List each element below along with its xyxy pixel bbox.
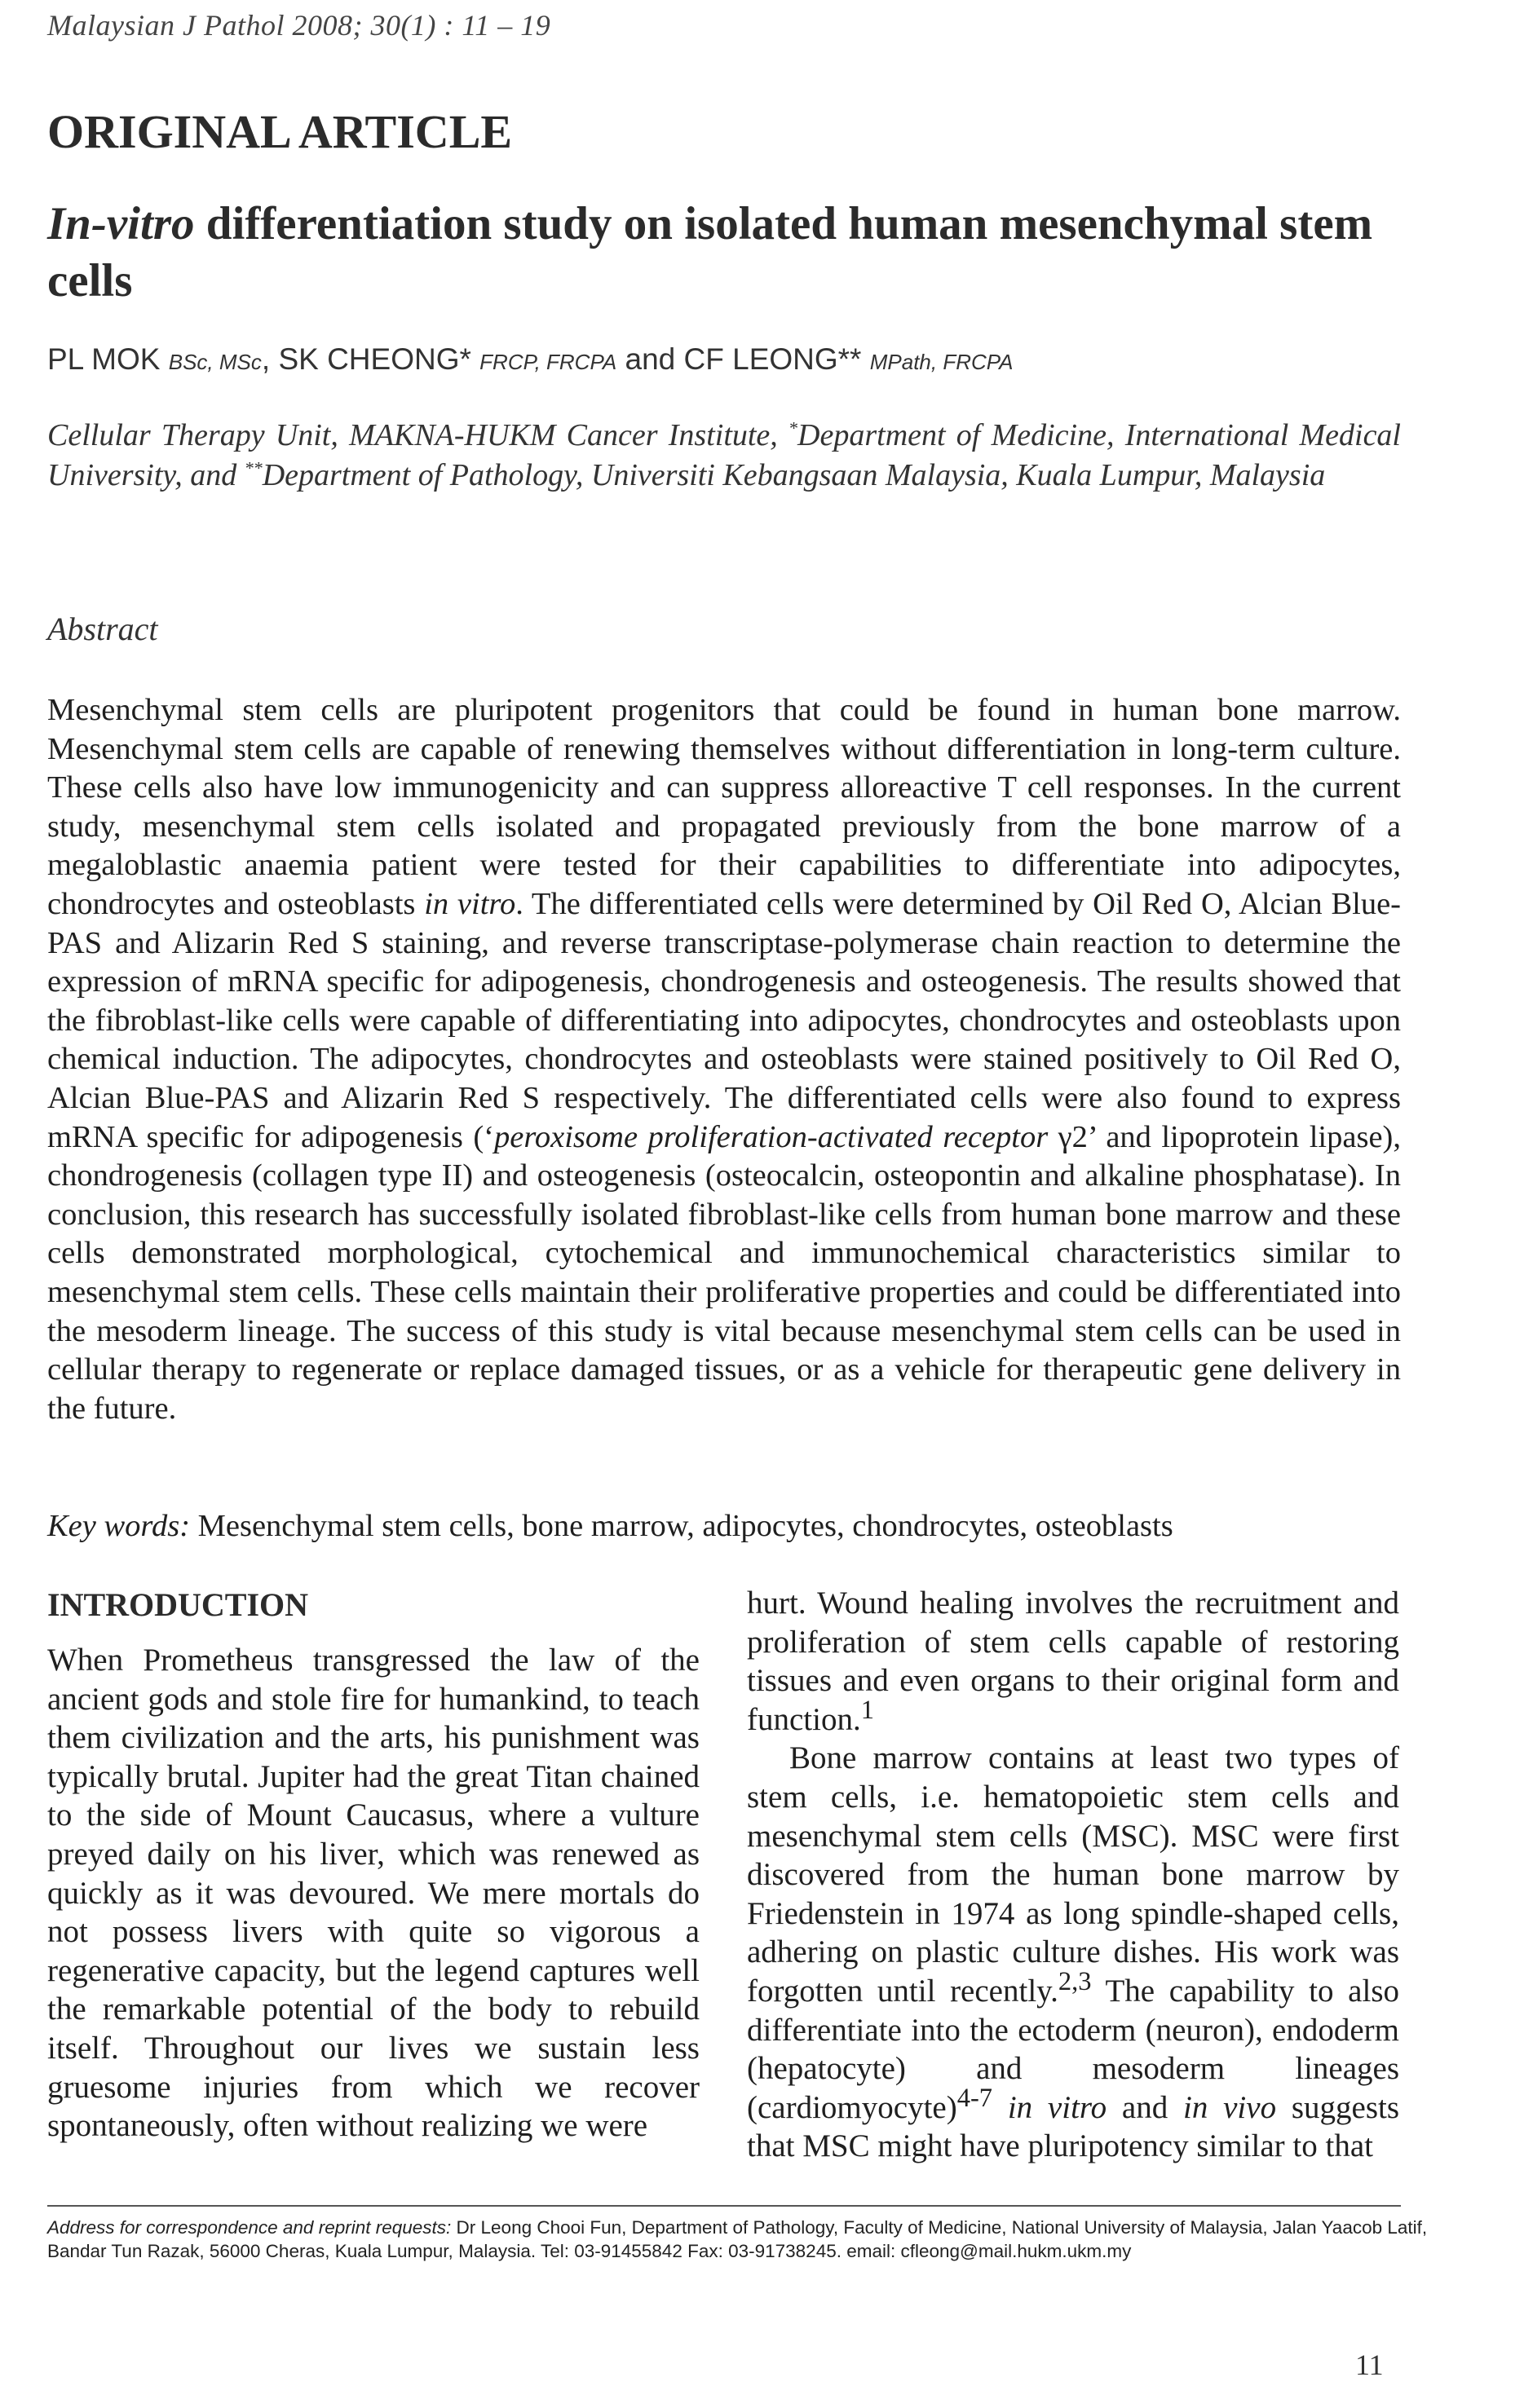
author-name: SK CHEONG* bbox=[278, 342, 471, 376]
paragraph-text: Bone marrow contains at least two types of stem cells, i.e. hematopoietic stem cells and mesenchymal stem cells (MSC). MSC were first discovered from the human bone marrow by Friedenstein in 1974 as long spindle-shaped cells, adhering on plastic culture dishes. His work was forgotten until recently. bbox=[747, 1740, 1399, 2009]
abstract-text: Mesenchymal stem cells are pluripotent progenitors that could be found in human bone marrow. Mesenchymal stem cells are capable of renewing themselves without differentiation in long-term culture. These cells also have low immunogenicity and can suppress alloreactive T cell responses. In the current study, mesenchymal stem cells isolated and propagated previously from the bone marrow of a megaloblastic anaemia patient were tested for their capabilities to differentiate into adipocytes, chondrocytes and osteoblasts bbox=[47, 693, 1401, 921]
title-rest: differentiation study on isolated human mesenchymal stem cells bbox=[47, 198, 1373, 307]
affiliation-mark: ** bbox=[244, 457, 263, 479]
title-italic-part: In-vitro bbox=[47, 198, 195, 249]
paragraph-text: The capability to also differentiate into the ectoderm (neuron), endoderm (hepatocyte) and mesoderm lineages (cardiomyocyte) bbox=[747, 1973, 1399, 2125]
page-number: 11 bbox=[1355, 2348, 1384, 2381]
author-credentials: FRCP, FRCPA bbox=[479, 350, 617, 374]
intro-paragraph: When Prometheus transgressed the law of the ancient gods and stole fire for humankind, to teach them civilization and the arts, his punishment was typically brutal. Jupiter had the great Titan chained to the side of Mount Caucasus, where a vulture preyed daily on his liver, which was renewed as quickly as it was devoured. We mere mortals do not possess livers with quite so vigorous a regenerative capacity, but the legend captures well the remarkable potential of the body to rebuild itself. Throughout our lives we sustain less gruesome injuries from which we recover spontaneously, often without realizing we were bbox=[47, 1643, 700, 2144]
affiliation-block bbox=[47, 416, 1401, 496]
article-type-heading: ORIGINAL ARTICLE bbox=[47, 105, 513, 158]
footnote-divider bbox=[47, 2205, 1401, 2207]
keywords-line bbox=[47, 1508, 1433, 1544]
paragraph-italic: in vivo bbox=[1183, 2089, 1277, 2125]
left-column bbox=[47, 1641, 700, 2146]
keywords-text: Mesenchymal stem cells, bone marrow, adipocytes, chondrocytes, osteoblasts bbox=[190, 1509, 1173, 1543]
citation-ref: 4-7 bbox=[956, 2083, 993, 2113]
intro-paragraph bbox=[747, 1739, 1399, 2166]
abstract-heading: Abstract bbox=[47, 611, 158, 647]
affiliation-mark: * bbox=[789, 417, 798, 439]
affiliation-text: Cellular Therapy Unit, MAKNA-HUKM Cancer Institute, bbox=[47, 418, 789, 452]
footnote-text: Dr Leong Chooi Fun, Department of Pathology, Faculty of Medicine, National University of Malaysia, Jalan Yaacob Latif, Bandar Tun Razak, 56000 Cheras, Kuala Lumpur, Malaysia. Tel: 03-91455842 Fax: 03-91738245. email: cfleong@mail.hukm.ukm.my bbox=[47, 2217, 1428, 2261]
author-credentials: MPath, FRCPA bbox=[869, 350, 1014, 374]
abstract-italic: in vitro bbox=[424, 886, 516, 921]
affiliation-text: Department of Pathology, Universiti Kebangsaan Malaysia, Kuala Lumpur, Malaysia bbox=[262, 458, 1326, 492]
abstract-italic: peroxisome proliferation-activated receptor bbox=[494, 1119, 1049, 1154]
citation-ref: 1 bbox=[860, 1695, 874, 1725]
author-name: PL MOK bbox=[47, 342, 161, 376]
footnote-label: Address for correspondence and reprint requests: bbox=[47, 2217, 452, 2238]
article-title bbox=[47, 196, 1433, 310]
paragraph-text: hurt. Wound healing involves the recruitment and proliferation of stem cells capable of restoring tissues and even organs to their original form and function. bbox=[747, 1585, 1399, 1737]
paragraph-text: and bbox=[1107, 2089, 1184, 2125]
keywords-label: Key words: bbox=[47, 1509, 191, 1543]
paragraph-italic: in vitro bbox=[1007, 2089, 1107, 2125]
author-name: CF LEONG** bbox=[683, 342, 862, 376]
abstract-text: γ2’ and lipoprotein lipase), chondrogenesis (collagen type II) and osteogenesis (osteocalcin, osteopontin and alkaline phosphatase). In conclusion, this research has successfully isolated fibroblast-like cells from human bone marrow and these cells demonstrated morphological, cytochemical and immunochemical characteristics similar to mesenchymal stem cells. These cells maintain their proliferative properties and could be differentiated into the mesoderm lineage. The success of this study is vital because mesenchymal stem cells can be used in cellular therapy to regenerate or replace damaged tissues, or as a vehicle for therapeutic gene delivery in the future. bbox=[47, 1119, 1401, 1426]
correspondence-footnote bbox=[47, 2216, 1433, 2263]
introduction-heading: INTRODUCTION bbox=[47, 1586, 309, 1623]
affiliation-text: Department of Medicine, International Medical University, and bbox=[47, 418, 1401, 492]
abstract-text: . The differentiated cells were determined by Oil Red O, Alcian Blue-PAS and Alizarin Red S staining, and reverse transcriptase-polymerase chain reaction to determine the expression of mRNA specific for adipogenesis, chondrogenesis and osteogenesis. The results showed that the fibroblast-like cells were capable of differentiating into adipocytes, chondrocytes and osteoblasts upon chemical induction. The adipocytes, chondrocytes and osteoblasts were stained positively to Oil Red O, Alcian Blue-PAS and Alizarin Red S respectively. The differentiated cells were also found to express mRNA specific for adipogenesis (‘ bbox=[47, 886, 1402, 1154]
author-separator: and bbox=[616, 342, 676, 376]
journal-citation: Malaysian J Pathol 2008; 30(1) : 11 – 19 bbox=[47, 9, 551, 42]
author-credentials: BSc, MSc bbox=[168, 350, 262, 374]
right-column bbox=[747, 1584, 1399, 2166]
abstract-body bbox=[47, 691, 1401, 1428]
citation-ref: 2,3 bbox=[1058, 1966, 1092, 1996]
intro-paragraph bbox=[747, 1584, 1399, 1739]
paragraph-text: suggests that MSC might have pluripotency similar to that bbox=[747, 2089, 1400, 2164]
author-line bbox=[47, 342, 1014, 377]
author-separator: , bbox=[261, 342, 271, 376]
